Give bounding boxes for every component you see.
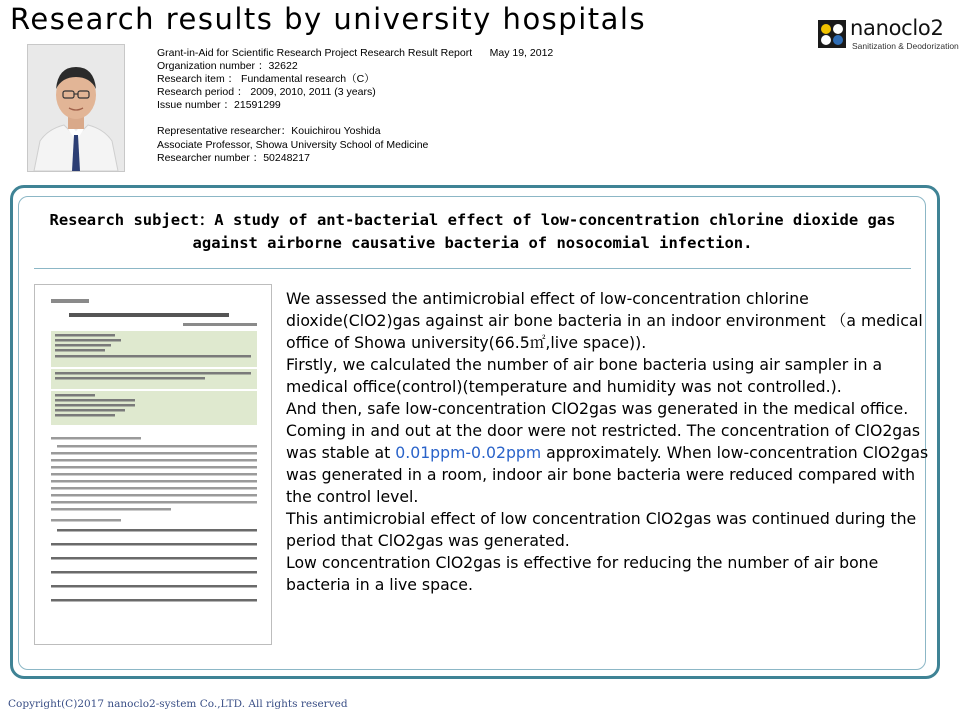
summary-paragraph-4-start: Coming in and out at the door were not restricted. The concentration of ClO2gas was stable at [286, 421, 921, 462]
brand-tagline: Sanitization & Deodorization [852, 41, 959, 51]
report-document-image [35, 285, 271, 644]
research-subject-line-1: Research subject：A study of ant-bacterial effect of low-concentration chlorine dioxide gas [49, 211, 896, 229]
issue-number: Issue number ：21591299 [157, 99, 281, 112]
representative-researcher: Representative researcher：Kouichirou Yoshida [157, 125, 381, 138]
report-details [157, 47, 553, 165]
summary-paragraph-3: And then, safe low-concentration ClO2gas was generated in the medical office. [286, 399, 909, 418]
copyright-footer: Copyright(C)2017 nanoclo2-system Co.,LTD. All rights reserved [8, 698, 348, 710]
researcher-photo [27, 44, 125, 172]
research-subject [20, 209, 925, 255]
page-title: Research results by university hospitals [10, 2, 647, 36]
summary-paragraph-6: Low concentration ClO2gas is effective for reducing the number of air bone bacteria in a live space. [286, 553, 879, 594]
organization-number: Organization number ：32622 [157, 60, 298, 73]
brand-logo [818, 16, 959, 54]
concentration-range: 0.01ppm-0.02ppm [395, 443, 542, 462]
research-item: Research item ： Fundamental research（C） [157, 73, 375, 86]
researcher-portrait-image [28, 45, 124, 171]
summary-paragraph-5: This antimicrobial effect of low concentration ClO2gas was continued during the period that ClO2gas was generated. [286, 509, 917, 550]
nanoclo2-logo-icon [818, 20, 846, 48]
report-document-thumbnail [34, 284, 272, 645]
research-subject-line-2: against airborne causative bacteria of nosocomial infection. [192, 234, 753, 252]
summary-paragraph-4-end: approximately. When low-concentration ClO2gas was generated in a room, indoor air bone bacteria were reduced compared with the control level. [286, 443, 929, 506]
summary-paragraph-4 [286, 420, 936, 508]
research-period: Research period ： 2009, 2010, 2011 (3 years) [157, 86, 376, 99]
brand-name: nanoclo2 [850, 16, 944, 40]
summary-paragraph-1: We assessed the antimicrobial effect of low-concentration chlorine dioxide(ClO2)gas against air bone bacteria in an indoor environment （a medical office of Showa university(66.5㎡,live space)). [286, 289, 923, 352]
subject-divider [34, 268, 911, 269]
researcher-number: Researcher number ：50248217 [157, 151, 310, 164]
report-title-line: Grant-in-Aid for Scientific Research Project Research Result Report May 19, 2012 [157, 47, 554, 59]
summary-paragraph-2: Firstly, we calculated the number of air bone bacteria using air sampler in a medical office(control)(temperature and humidity was not controlled.). [286, 355, 883, 396]
researcher-affiliation: Associate Professor, Showa University School of Medicine [157, 138, 429, 151]
research-summary [286, 288, 936, 596]
